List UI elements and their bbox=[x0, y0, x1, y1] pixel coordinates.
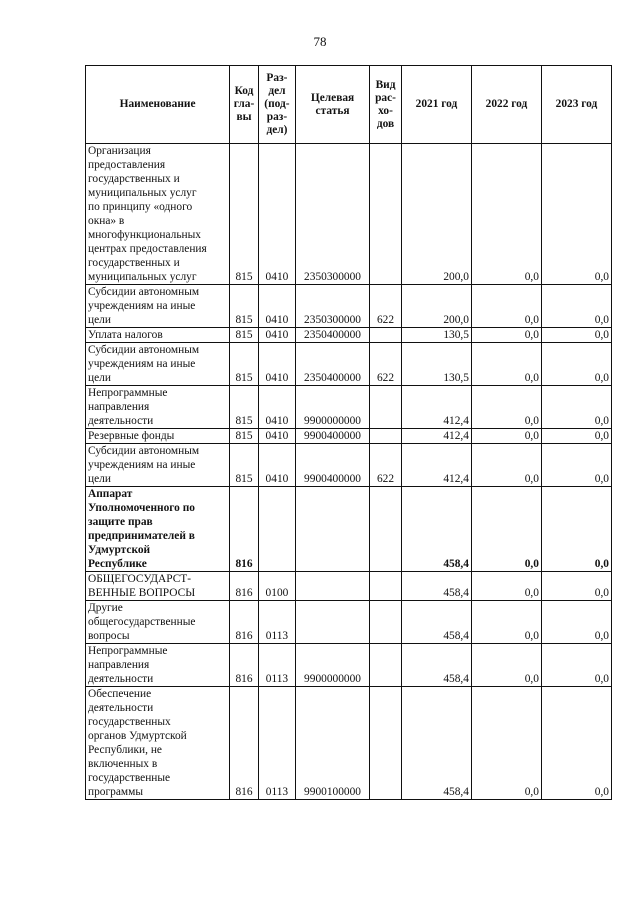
code-cell: 816 bbox=[230, 644, 259, 687]
column-header-code: Код гла-вы bbox=[230, 66, 259, 144]
column-header-2021: 2021 год bbox=[401, 66, 471, 144]
amount-2021-cell: 412,4 bbox=[401, 444, 471, 487]
section-cell: 0410 bbox=[258, 444, 295, 487]
amount-2022-cell: 0,0 bbox=[471, 144, 541, 285]
amount-2021-cell: 412,4 bbox=[401, 429, 471, 444]
amount-2021-cell: 412,4 bbox=[401, 386, 471, 429]
budget-table bbox=[85, 65, 612, 800]
name-cell: Субсидии автономным учреждениям на иные цели bbox=[86, 343, 230, 386]
article-cell: 9900400000 bbox=[295, 444, 369, 487]
table-row bbox=[86, 487, 612, 572]
code-cell: 815 bbox=[230, 328, 259, 343]
name-cell: Организация предоставления государственных и муниципальных услуг по принципу «одного окна» в многофункциональных центрах предоставления государственных и муниципальных услуг bbox=[86, 144, 230, 285]
name-cell: ОБЩЕГОСУДАРСТ- ВЕННЫЕ ВОПРОСЫ bbox=[86, 572, 230, 601]
article-cell: 2350300000 bbox=[295, 144, 369, 285]
amount-2022-cell: 0,0 bbox=[471, 487, 541, 572]
article-cell: 9900000000 bbox=[295, 386, 369, 429]
name-cell: Субсидии автономным учреждениям на иные цели bbox=[86, 444, 230, 487]
column-header-name: Наименование bbox=[86, 66, 230, 144]
expense-cell: 622 bbox=[370, 285, 402, 328]
amount-2021-cell: 458,4 bbox=[401, 687, 471, 800]
expense-cell bbox=[370, 328, 402, 343]
amount-2021-cell: 458,4 bbox=[401, 644, 471, 687]
expense-cell bbox=[370, 572, 402, 601]
section-cell: 0113 bbox=[258, 687, 295, 800]
amount-2023-cell: 0,0 bbox=[541, 328, 611, 343]
table-header-row bbox=[86, 66, 612, 144]
amount-2022-cell: 0,0 bbox=[471, 644, 541, 687]
name-cell: Другие общегосударственные вопросы bbox=[86, 601, 230, 644]
code-cell: 815 bbox=[230, 444, 259, 487]
expense-cell: 622 bbox=[370, 444, 402, 487]
amount-2021-cell: 200,0 bbox=[401, 285, 471, 328]
amount-2021-cell: 130,5 bbox=[401, 328, 471, 343]
column-header-2023: 2023 год bbox=[541, 66, 611, 144]
amount-2023-cell: 0,0 bbox=[541, 444, 611, 487]
amount-2022-cell: 0,0 bbox=[471, 601, 541, 644]
article-cell bbox=[295, 487, 369, 572]
table-row bbox=[86, 386, 612, 429]
code-cell: 815 bbox=[230, 144, 259, 285]
amount-2022-cell: 0,0 bbox=[471, 285, 541, 328]
article-cell: 9900100000 bbox=[295, 687, 369, 800]
code-cell: 815 bbox=[230, 429, 259, 444]
table-row bbox=[86, 444, 612, 487]
expense-cell bbox=[370, 429, 402, 444]
amount-2023-cell: 0,0 bbox=[541, 343, 611, 386]
table-row bbox=[86, 328, 612, 343]
section-cell: 0100 bbox=[258, 572, 295, 601]
table-row bbox=[86, 687, 612, 800]
amount-2023-cell: 0,0 bbox=[541, 601, 611, 644]
column-header-expense: Вид рас-хо-дов bbox=[370, 66, 402, 144]
expense-cell bbox=[370, 644, 402, 687]
article-cell bbox=[295, 601, 369, 644]
section-cell: 0410 bbox=[258, 429, 295, 444]
code-cell: 816 bbox=[230, 487, 259, 572]
amount-2023-cell: 0,0 bbox=[541, 285, 611, 328]
code-cell: 816 bbox=[230, 601, 259, 644]
section-cell: 0410 bbox=[258, 285, 295, 328]
expense-cell: 622 bbox=[370, 343, 402, 386]
amount-2022-cell: 0,0 bbox=[471, 687, 541, 800]
amount-2021-cell: 130,5 bbox=[401, 343, 471, 386]
article-cell bbox=[295, 572, 369, 601]
section-cell: 0410 bbox=[258, 343, 295, 386]
article-cell: 2350400000 bbox=[295, 328, 369, 343]
amount-2023-cell: 0,0 bbox=[541, 487, 611, 572]
section-cell: 0410 bbox=[258, 386, 295, 429]
amount-2021-cell: 200,0 bbox=[401, 144, 471, 285]
table-row bbox=[86, 285, 612, 328]
expense-cell bbox=[370, 144, 402, 285]
article-cell: 2350300000 bbox=[295, 285, 369, 328]
amount-2022-cell: 0,0 bbox=[471, 444, 541, 487]
amount-2023-cell: 0,0 bbox=[541, 644, 611, 687]
amount-2023-cell: 0,0 bbox=[541, 687, 611, 800]
name-cell: Обеспечение деятельности государственных органов Удмуртской Республики, не включенных в государственные программы bbox=[86, 687, 230, 800]
section-cell: 0410 bbox=[258, 144, 295, 285]
name-cell: Аппарат Уполномоченного по защите прав предпринимателей в Удмуртской Республике bbox=[86, 487, 230, 572]
amount-2022-cell: 0,0 bbox=[471, 328, 541, 343]
table-row bbox=[86, 601, 612, 644]
article-cell: 2350400000 bbox=[295, 343, 369, 386]
amount-2023-cell: 0,0 bbox=[541, 572, 611, 601]
section-cell: 0113 bbox=[258, 601, 295, 644]
article-cell: 9900000000 bbox=[295, 644, 369, 687]
amount-2022-cell: 0,0 bbox=[471, 386, 541, 429]
expense-cell bbox=[370, 687, 402, 800]
code-cell: 815 bbox=[230, 285, 259, 328]
amount-2022-cell: 0,0 bbox=[471, 572, 541, 601]
table-row bbox=[86, 572, 612, 601]
column-header-2022: 2022 год bbox=[471, 66, 541, 144]
amount-2021-cell: 458,4 bbox=[401, 601, 471, 644]
amount-2021-cell: 458,4 bbox=[401, 487, 471, 572]
name-cell: Непрограммные направления деятельности bbox=[86, 386, 230, 429]
name-cell: Субсидии автономным учреждениям на иные цели bbox=[86, 285, 230, 328]
amount-2023-cell: 0,0 bbox=[541, 386, 611, 429]
expense-cell bbox=[370, 601, 402, 644]
section-cell: 0410 bbox=[258, 328, 295, 343]
section-cell bbox=[258, 487, 295, 572]
table-row bbox=[86, 429, 612, 444]
section-cell: 0113 bbox=[258, 644, 295, 687]
amount-2022-cell: 0,0 bbox=[471, 343, 541, 386]
name-cell: Непрограммные направления деятельности bbox=[86, 644, 230, 687]
table-row bbox=[86, 343, 612, 386]
page-number: 78 bbox=[313, 34, 327, 49]
name-cell: Уплата налогов bbox=[86, 328, 230, 343]
code-cell: 816 bbox=[230, 572, 259, 601]
name-cell: Резервные фонды bbox=[86, 429, 230, 444]
code-cell: 815 bbox=[230, 343, 259, 386]
amount-2022-cell: 0,0 bbox=[471, 429, 541, 444]
amount-2021-cell: 458,4 bbox=[401, 572, 471, 601]
expense-cell bbox=[370, 386, 402, 429]
amount-2023-cell: 0,0 bbox=[541, 429, 611, 444]
expense-cell bbox=[370, 487, 402, 572]
code-cell: 816 bbox=[230, 687, 259, 800]
table-row bbox=[86, 144, 612, 285]
column-header-article: Целевая статья bbox=[295, 66, 369, 144]
code-cell: 815 bbox=[230, 386, 259, 429]
table-row bbox=[86, 644, 612, 687]
amount-2023-cell: 0,0 bbox=[541, 144, 611, 285]
article-cell: 9900400000 bbox=[295, 429, 369, 444]
column-header-section: Раз-дел (под-раз-дел) bbox=[258, 66, 295, 144]
